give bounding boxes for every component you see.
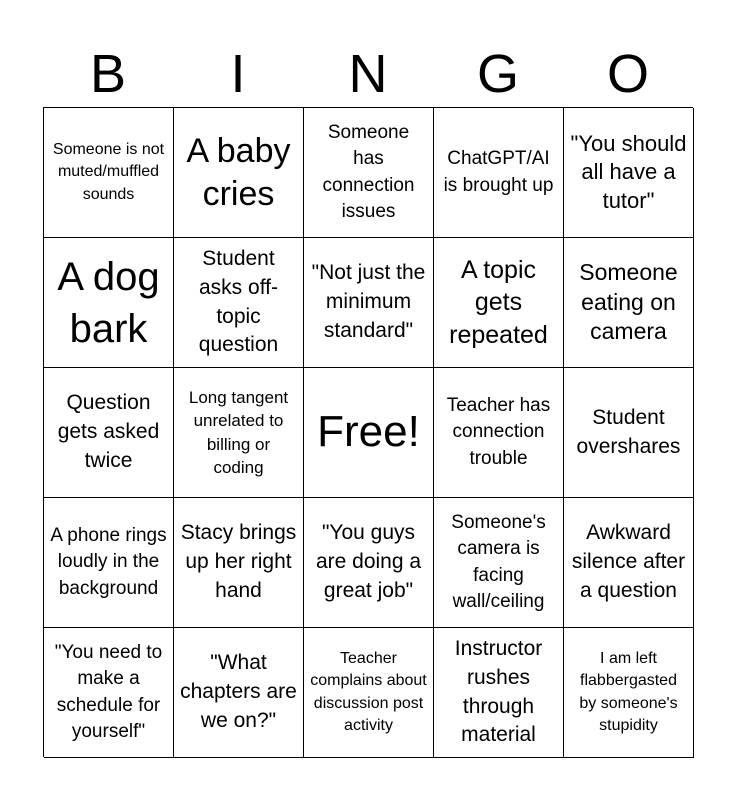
bingo-cell[interactable] — [564, 498, 694, 628]
bingo-cell[interactable] — [44, 368, 174, 498]
cell-text: Instructor rushes through material — [454, 636, 543, 747]
bingo-header — [43, 40, 693, 108]
cell-text: A phone rings loudly in the background — [50, 525, 167, 599]
header-letter-i: I — [230, 44, 246, 104]
cell-text: A topic gets repeated — [449, 255, 548, 349]
bingo-cell[interactable] — [434, 628, 564, 758]
bingo-cell[interactable] — [564, 368, 694, 498]
bingo-cell[interactable] — [174, 368, 304, 498]
bingo-board — [43, 107, 693, 757]
cell-text: Long tangent unrelated to billing or coding — [188, 387, 289, 477]
bingo-cell[interactable] — [44, 498, 174, 628]
bingo-cell[interactable] — [174, 108, 304, 238]
cell-text: A dog bark — [57, 254, 160, 351]
bingo-cell[interactable] — [44, 238, 174, 368]
cell-text: I am left flabbergasted by someone's stupidity — [579, 650, 678, 734]
cell-text: "You guys are doing a great job" — [315, 521, 422, 602]
header-letter-o: O — [606, 44, 649, 104]
bingo-cell[interactable] — [44, 628, 174, 758]
bingo-cell[interactable] — [174, 628, 304, 758]
cell-text: ChatGPT/AI is brought up — [443, 148, 554, 196]
cell-text: Question gets asked twice — [57, 391, 160, 472]
bingo-cell[interactable] — [174, 498, 304, 628]
bingo-cell[interactable] — [304, 628, 434, 758]
cell-text: "You should all have a tutor" — [570, 130, 687, 213]
header-letter-b: B — [89, 44, 127, 104]
cell-text: Someone is not muted/muffled sounds — [52, 141, 165, 203]
bingo-cell[interactable] — [174, 238, 304, 368]
cell-text: Stacy brings up her right hand — [180, 521, 297, 602]
cell-text: Someone's camera is facing wall/ceiling — [451, 512, 546, 612]
cell-text: "Not just the minimum standard" — [311, 261, 426, 342]
free-space-text: Free! — [317, 407, 420, 457]
cell-text: Teacher has connection trouble — [446, 395, 551, 469]
bingo-cell[interactable] — [564, 238, 694, 368]
bingo-cell[interactable] — [304, 498, 434, 628]
bingo-cell[interactable] — [564, 628, 694, 758]
bingo-cell[interactable] — [434, 498, 564, 628]
bingo-cell[interactable] — [434, 238, 564, 368]
cell-text: Someone has connection issues — [322, 122, 415, 222]
bingo-cell[interactable] — [44, 108, 174, 238]
cell-text: Teacher complains about discussion post activity — [310, 650, 427, 734]
cell-text: "You need to make a schedule for yourself" — [54, 642, 163, 742]
free-space-cell[interactable] — [304, 368, 434, 498]
header-letter-n: N — [348, 44, 388, 104]
bingo-cell[interactable] — [434, 368, 564, 498]
bingo-cell[interactable] — [304, 108, 434, 238]
bingo-cell[interactable] — [564, 108, 694, 238]
cell-text: "What chapters are we on?" — [180, 651, 297, 732]
bingo-cell[interactable] — [434, 108, 564, 238]
cell-text: Awkward silence after a question — [571, 521, 686, 602]
cell-text: A baby cries — [186, 132, 291, 213]
cell-text: Someone eating on camera — [579, 259, 678, 345]
header-letter-g: G — [476, 44, 519, 104]
cell-text: Student overshares — [576, 405, 681, 458]
bingo-cell[interactable] — [304, 238, 434, 368]
cell-text: Student asks off-topic question — [198, 246, 279, 357]
